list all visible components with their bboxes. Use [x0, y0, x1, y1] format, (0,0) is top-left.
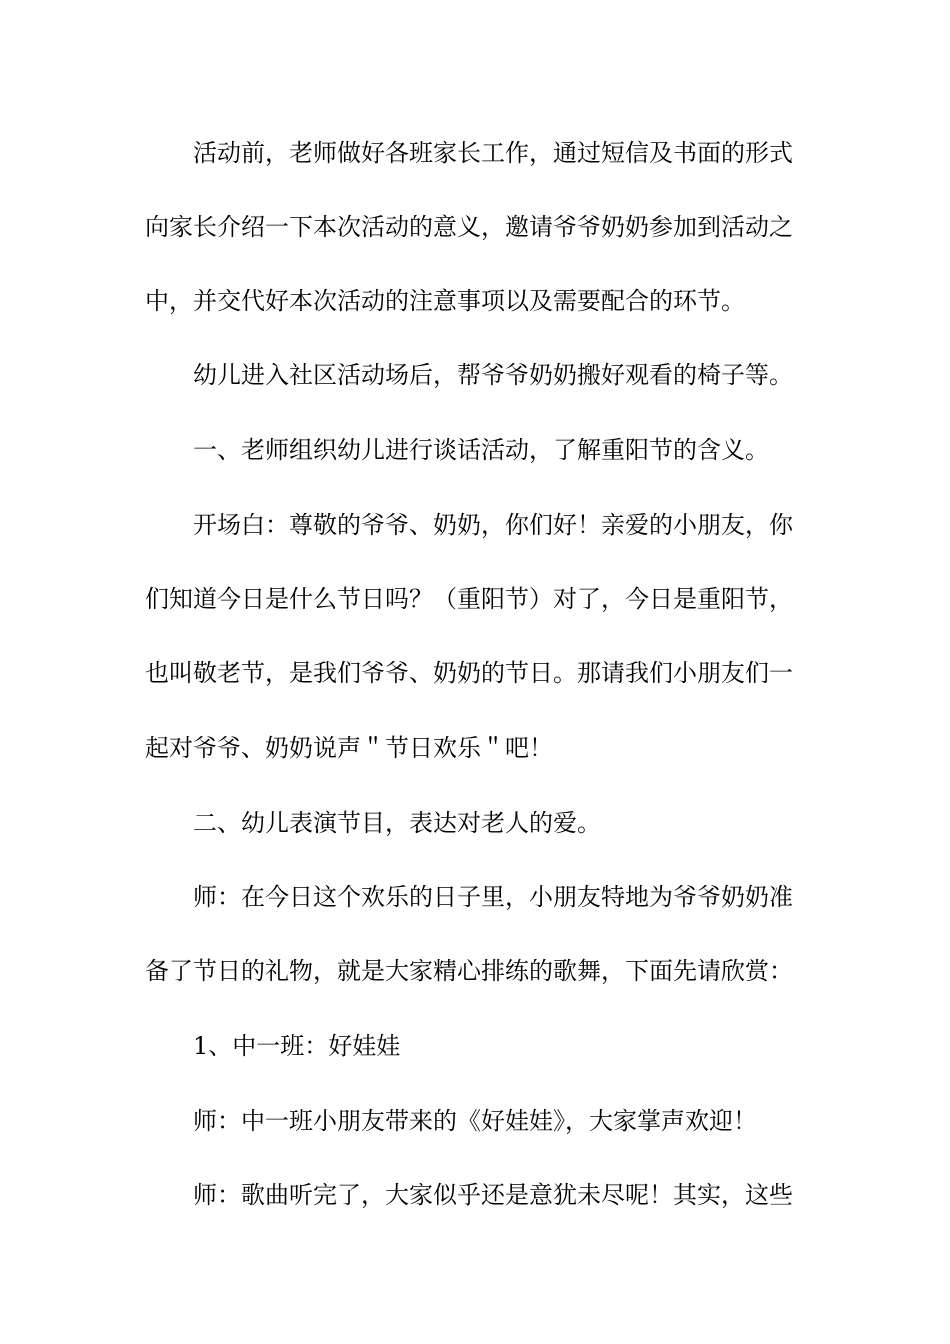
section-heading: 一、老师组织幼儿进行谈话活动，了解重阳节的含义。	[193, 436, 769, 464]
paragraph-line: 向家长介绍一下本次活动的意义，邀请爷爷奶奶参加到活动之	[145, 213, 793, 241]
paragraph-line: 师：中一班小朋友带来的《好娃娃》，大家掌声欢迎！	[193, 1107, 757, 1135]
paragraph-line: 师：在今日这个欢乐的日子里，小朋友特地为爷爷奶奶准	[193, 883, 793, 911]
paragraph-line: 也叫敬老节，是我们爷爷、奶奶的节日。那请我们小朋友们一	[145, 659, 793, 687]
paragraph-line: 师：歌曲听完了，大家似乎还是意犹未尽呢！其实，这些	[193, 1181, 793, 1209]
list-item: 1、中一班：好娃娃	[193, 1032, 401, 1060]
section-heading: 二、幼儿表演节目，表达对老人的爱。	[193, 809, 601, 837]
paragraph-line: 幼儿进入社区活动场后，帮爷爷奶奶搬好观看的椅子等。	[193, 361, 793, 389]
paragraph-line: 们知道今日是什么节日吗？（重阳节）对了，今日是重阳节，	[145, 585, 793, 613]
paragraph-line: 起对爷爷、奶奶说声＂节日欢乐＂吧！	[145, 734, 553, 762]
paragraph-line: 活动前，老师做好各班家长工作，通过短信及书面的形式	[193, 139, 793, 167]
paragraph-line: 开场白：尊敬的爷爷、奶奶，你们好！亲爱的小朋友，你	[193, 511, 793, 539]
paragraph-line: 备了节日的礼物，就是大家精心排练的歌舞，下面先请欣赏：	[145, 957, 793, 985]
paragraph-line: 中，并交代好本次活动的注意事项以及需要配合的环节。	[145, 287, 745, 315]
